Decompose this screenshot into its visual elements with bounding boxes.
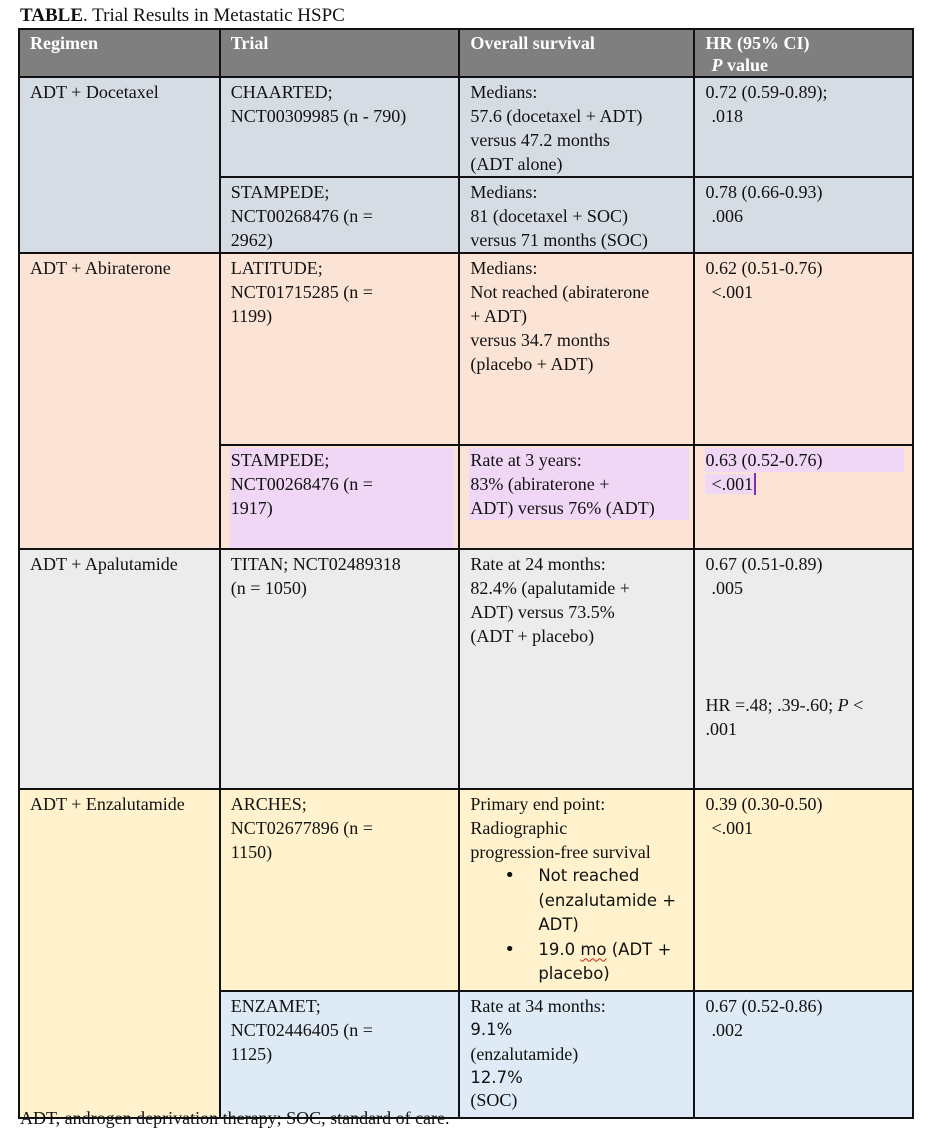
trial-n: (n = 1050) <box>230 578 307 598</box>
secondary-hr-note <box>705 693 863 741</box>
hr-value: 0.78 (0.66-0.93) <box>705 182 823 202</box>
trial-id: NCT00268476 (n = <box>230 206 373 226</box>
list-item <box>470 938 683 987</box>
trial-cell <box>220 789 460 991</box>
trial-cell <box>220 549 460 789</box>
regimen-cell: ADT + Docetaxel <box>19 77 220 253</box>
os-line: Radiographic <box>470 818 568 838</box>
p-value: .006 <box>711 206 743 226</box>
os-line: Rate at 34 months: <box>470 996 606 1016</box>
p-value: .018 <box>711 106 743 126</box>
os-line: Medians: <box>470 182 538 202</box>
os-cell <box>459 549 694 789</box>
bullet-line: placebo) <box>538 964 610 983</box>
caption-label: TABLE <box>20 5 84 26</box>
hr-value: 0.72 (0.59-0.89); <box>705 82 828 102</box>
header-trial: Trial <box>220 29 460 77</box>
bullet-line: ADT) <box>538 915 579 934</box>
trial-id: NCT02677896 (n = <box>230 818 373 838</box>
os-line: Medians: <box>470 82 538 102</box>
os-line: Medians: <box>470 258 538 278</box>
hr-cell <box>694 177 913 253</box>
bullet-line: • Not reached <box>538 866 640 885</box>
os-line: (ADT + placebo) <box>470 626 595 646</box>
os-line: (ADT alone) <box>470 154 563 174</box>
os-line: 82.4% (apalutamide + <box>470 578 630 598</box>
regimen-cell: ADT + Abiraterone <box>19 253 220 549</box>
table-row <box>19 789 913 991</box>
trial-n: 1125) <box>230 1044 273 1064</box>
os-line: (SOC) <box>470 1090 518 1110</box>
table-footnote: ADT, androgen deprivation therapy; SOC, standard of care. <box>20 1108 450 1128</box>
os-line: 83% (abiraterone + <box>470 474 610 494</box>
trial-name: CHAARTED; <box>230 82 333 102</box>
p-value: <.001 <box>711 474 754 494</box>
os-line: Rate at 3 years: <box>470 450 582 470</box>
secondary-hr-p: P <box>837 695 849 715</box>
table-row <box>19 549 913 789</box>
trial-name: STAMPEDE; <box>230 450 330 470</box>
header-p-value <box>705 55 902 75</box>
hr-cell <box>694 549 913 789</box>
hr-value: 0.39 (0.30-0.50) <box>705 794 823 814</box>
hr-value: 0.62 (0.51-0.76) <box>705 258 823 278</box>
os-line: versus 71 months (SOC) <box>470 230 648 250</box>
secondary-hr-lt: < <box>848 695 864 715</box>
header-regimen: Regimen <box>19 29 220 77</box>
header-p-italic: P <box>711 55 723 75</box>
table-caption <box>20 4 345 28</box>
header-overall-survival: Overall survival <box>459 29 694 77</box>
trial-name: ENZAMET; <box>230 996 321 1016</box>
os-line: ADT) versus 76% (ADT) <box>470 498 655 518</box>
regimen-cell: ADT + Apalutamide <box>19 549 220 789</box>
os-line: 57.6 (docetaxel + ADT) <box>470 106 643 126</box>
hr-value: 0.63 (0.52-0.76) <box>705 448 904 472</box>
os-line: 12.7% <box>470 1068 523 1087</box>
hr-cell <box>694 445 913 549</box>
os-line: (placebo + ADT) <box>470 354 594 374</box>
trial-id: NCT00309985 (n - 790) <box>230 106 407 126</box>
trial-id: NCT00268476 (n = <box>230 474 373 494</box>
trial-name: ARCHES; <box>230 794 307 814</box>
trial-name: STAMPEDE; <box>230 182 330 202</box>
header-hr <box>694 29 913 77</box>
list-item <box>470 864 683 938</box>
caption-text: . Trial Results in Metastatic HSPC <box>83 5 345 26</box>
os-cell <box>459 253 694 445</box>
secondary-hr-text: HR =.48; .39-.60; <box>705 695 838 715</box>
p-value: .002 <box>711 1020 743 1040</box>
hr-value: 0.67 (0.51-0.89) <box>705 554 823 574</box>
trial-n: 1199) <box>230 306 273 326</box>
os-line: Rate at 24 months: <box>470 554 606 574</box>
os-line: + ADT) <box>470 306 527 326</box>
hr-cell <box>694 789 913 991</box>
header-p-rest: value <box>722 55 768 75</box>
p-value-wrap <box>705 472 902 496</box>
os-line: Not reached (abiraterone <box>470 282 650 302</box>
trial-cell <box>220 445 460 549</box>
table-row <box>19 253 913 445</box>
secondary-hr-line1 <box>705 693 863 717</box>
os-line: progression-free survival <box>470 842 651 862</box>
trial-id: NCT01715285 (n = <box>230 282 373 302</box>
trial-cell <box>220 253 460 445</box>
highlighted-text <box>469 448 689 520</box>
bullet-text: (ADT + <box>606 939 672 959</box>
os-cell <box>459 445 694 549</box>
p-value: <.001 <box>711 818 754 838</box>
spellcheck-flagged-word[interactable]: mo <box>580 939 607 959</box>
os-bullet-list <box>470 864 683 987</box>
os-line: 9.1% <box>470 1020 513 1039</box>
bullet-line <box>538 938 683 963</box>
hr-cell <box>694 253 913 445</box>
trial-n: 1917) <box>230 498 273 518</box>
bullet-text: 19.0 <box>538 939 581 959</box>
hr-cell <box>694 991 913 1118</box>
table-header-row <box>19 29 913 77</box>
trial-cell <box>220 991 460 1118</box>
trial-n: 1150) <box>230 842 273 862</box>
trial-results-table <box>18 28 914 1119</box>
trial-cell <box>220 77 460 177</box>
highlighted-text <box>230 448 455 548</box>
p-value-highlight <box>705 474 756 494</box>
os-line: (enzalutamide) <box>470 1044 579 1064</box>
p-value: <.001 <box>711 282 754 302</box>
os-cell <box>459 991 694 1118</box>
os-cell <box>459 177 694 253</box>
os-line: ADT) versus 73.5% <box>470 602 615 622</box>
os-cell <box>459 789 694 991</box>
p-value: .005 <box>711 578 743 598</box>
trial-name: TITAN; NCT02489318 <box>230 554 401 574</box>
regimen-cell: ADT + Enzalutamide <box>19 789 220 1118</box>
table-row <box>19 77 913 177</box>
hr-value: 0.67 (0.52-0.86) <box>705 996 823 1016</box>
os-line: versus 47.2 months <box>470 130 610 150</box>
trial-n: 2962) <box>230 230 273 250</box>
os-line: versus 34.7 months <box>470 330 610 350</box>
header-hr-line1: HR (95% CI) <box>705 33 810 53</box>
os-line: Primary end point: <box>470 794 606 814</box>
trial-cell <box>220 177 460 253</box>
bullet-line: (enzalutamide + <box>538 890 677 910</box>
trial-id: NCT02446405 (n = <box>230 1020 373 1040</box>
os-cell <box>459 77 694 177</box>
secondary-hr-line2: .001 <box>705 719 737 739</box>
trial-name: LATITUDE; <box>230 258 323 278</box>
hr-cell <box>694 77 913 177</box>
text-cursor <box>754 473 756 495</box>
os-line: 81 (docetaxel + SOC) <box>470 206 628 226</box>
